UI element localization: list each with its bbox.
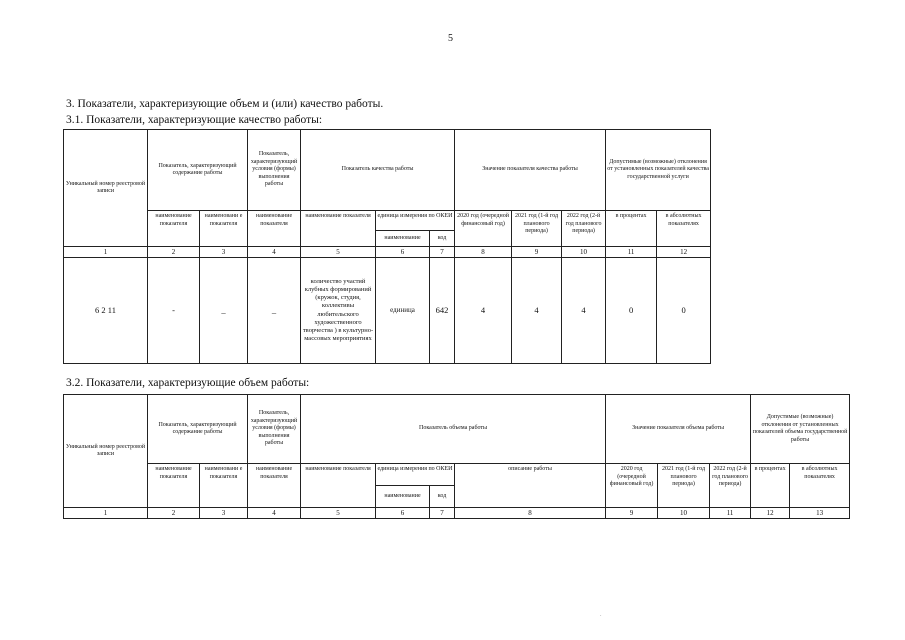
- column-number: 9: [606, 508, 658, 519]
- column-number: 3: [200, 508, 248, 519]
- header-year-2020: 2020 год (очередной финансовый год): [606, 464, 658, 508]
- header-indicator: Показатель качества работы: [301, 130, 455, 211]
- header-deviation: Допустимые (возможные) отклонения от установленных показателей объема государственной работы: [751, 395, 850, 464]
- volume-table: [63, 394, 850, 519]
- column-number: 3: [200, 247, 248, 258]
- column-number: 9: [512, 247, 562, 258]
- header-name-2: наименовани е показателя: [200, 211, 248, 247]
- header-content: Показатель, характеризующий содержание работы: [148, 395, 248, 464]
- column-number: 11: [606, 247, 657, 258]
- column-number: 7: [430, 508, 455, 519]
- header-name-3: наименование показателя: [248, 211, 301, 247]
- column-number: 12: [657, 247, 711, 258]
- column-number: 8: [455, 247, 512, 258]
- header-year-2021: 2021 год (1-й год планового периода): [512, 211, 562, 247]
- header-percent: в процентах: [751, 464, 790, 508]
- header-values: Значение показателя качества работы: [455, 130, 606, 211]
- header-description: описание работы: [455, 464, 606, 508]
- volume-heading: 3.2. Показатели, характеризующие объем работы:: [66, 377, 310, 389]
- value-2021: 4: [512, 258, 562, 364]
- column-number: 1: [64, 508, 148, 519]
- header-name-1: наименование показателя: [148, 464, 200, 508]
- header-year-2022: 2022 год (2-й год планового периода): [710, 464, 751, 508]
- registry-number: 6 2 11: [64, 258, 148, 364]
- header-deviation: Допустимые (возможные) отклонения от установленных показателей качества государственной услуги: [606, 130, 711, 211]
- quality-heading: 3.1. Показатели, характеризующие качество работы:: [66, 114, 323, 126]
- scan-speck: .: [600, 612, 602, 618]
- column-number: 13: [790, 508, 850, 519]
- header-unit: единица измерения по ОКЕИ: [376, 211, 455, 231]
- header-registry: Уникальный номер реестровой записи: [64, 395, 148, 508]
- header-indicator: Показатель объема работы: [301, 395, 606, 464]
- column-number: 5: [301, 508, 376, 519]
- header-absolute: в абсолютных показателях: [657, 211, 711, 247]
- header-year-2021: 2021 год (1-й год планового периода): [658, 464, 710, 508]
- deviation-absolute: 0: [657, 258, 711, 364]
- header-name-2: наименовани е показателя: [200, 464, 248, 508]
- indicator-name: количество участий клубных формирований (кружок, студия, коллективы любительского художественного творчества ) в культурно-массовых мероприятиях: [301, 258, 376, 364]
- column-number: 2: [148, 508, 200, 519]
- header-name-3: наименование показателя: [248, 464, 301, 508]
- header-year-2020: 2020 год (очередной финансовый год): [455, 211, 512, 247]
- header-unit-code: код: [430, 486, 455, 508]
- deviation-percent: 0: [606, 258, 657, 364]
- header-registry: Уникальный номер реестровой записи: [64, 130, 148, 247]
- header-conditions: Показатель, характеризующий условия (формы) выполнения работы: [248, 395, 301, 464]
- column-number: 6: [376, 508, 430, 519]
- header-unit-name: наименование: [376, 486, 430, 508]
- value-2022: 4: [562, 258, 606, 364]
- content-value-2: _: [200, 258, 248, 364]
- header-absolute: в абсолютных показателях: [790, 464, 850, 508]
- section-heading: 3. Показатели, характеризующие объем и (или) качество работы.: [66, 98, 384, 110]
- column-number: 10: [658, 508, 710, 519]
- table-row: [64, 258, 711, 364]
- column-number: 6: [376, 247, 430, 258]
- header-name-4: наименование показателя: [301, 464, 376, 508]
- unit-name: единица: [376, 258, 430, 364]
- column-number: 4: [248, 508, 301, 519]
- unit-code: 642: [430, 258, 455, 364]
- column-number: 5: [301, 247, 376, 258]
- column-number: 2: [148, 247, 200, 258]
- header-unit-name: наименование: [376, 231, 430, 247]
- header-unit: единица измерения по ОКЕИ: [376, 464, 455, 486]
- condition-value: _: [248, 258, 301, 364]
- column-number: 4: [248, 247, 301, 258]
- column-number: 11: [710, 508, 751, 519]
- content-value-1: -: [148, 258, 200, 364]
- column-number: 8: [455, 508, 606, 519]
- header-unit-code: код: [430, 231, 455, 247]
- page-number: 5: [448, 33, 453, 44]
- column-number: 7: [430, 247, 455, 258]
- column-number: 10: [562, 247, 606, 258]
- header-conditions: Показатель, характеризующий условия (формы) выполнения работы: [248, 130, 301, 211]
- header-name-4: наименование показателя: [301, 211, 376, 247]
- header-content: Показатель, характеризующий содержание работы: [148, 130, 248, 211]
- header-year-2022: 2022 год (2-й год планового периода): [562, 211, 606, 247]
- quality-table: [63, 129, 711, 364]
- header-values: Значение показателя объема работы: [606, 395, 751, 464]
- column-number: 1: [64, 247, 148, 258]
- column-number: 12: [751, 508, 790, 519]
- header-percent: в процентах: [606, 211, 657, 247]
- value-2020: 4: [455, 258, 512, 364]
- header-name-1: наименование показателя: [148, 211, 200, 247]
